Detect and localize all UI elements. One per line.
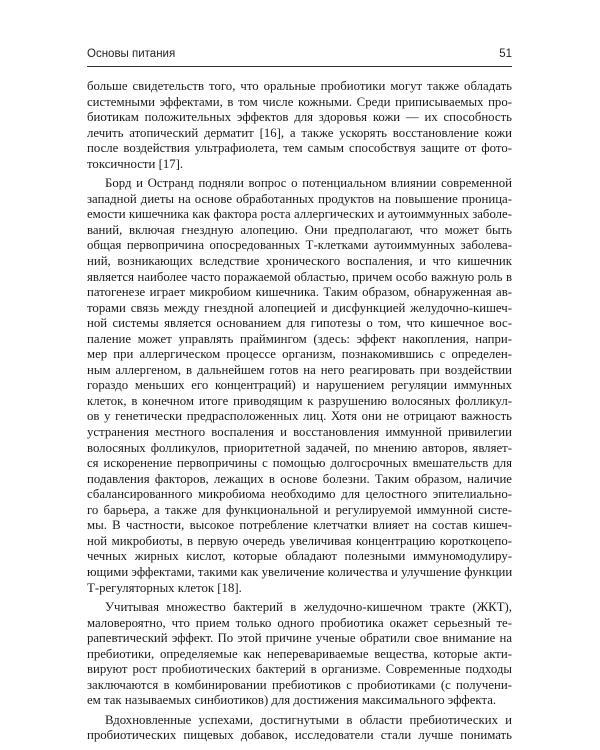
text-line: рапевтический эффект. По этой причине ученые обратили свое внимание на bbox=[87, 631, 512, 646]
text-line: мы. В частности, высокое потребление клетчатки влияет на состав кишеч- bbox=[87, 518, 512, 533]
text-line: подавления факторов, лежащих в основе болезни. Таким образом, наличие bbox=[87, 471, 512, 486]
paragraph bbox=[87, 600, 512, 709]
text-line: ной системы является основанием для гипотезы о том, что кишечное вос- bbox=[87, 316, 512, 331]
text-line: Борд и Остранд подняли вопрос о потенциальном влиянии современной bbox=[105, 176, 512, 191]
text-line: клеток, в конечном итоге приводящим к разрушению волосяных фолликул- bbox=[87, 393, 512, 408]
text-line: Учитывая множество бактерий в желудочно-кишечном тракте (ЖКТ), bbox=[105, 600, 512, 615]
text-line: гораздо меньших его концентраций) и нарушением регуляции иммунных bbox=[87, 378, 512, 393]
text-line: больше свидетельств того, что оральные пробиотики могут также обладать bbox=[87, 79, 512, 93]
text-line: пробиотических пищевых добавок, исследователи стали лучше понимать bbox=[87, 728, 512, 743]
text-line: системными эффектами, в том числе кожными. Среди приписываемых про- bbox=[87, 94, 512, 109]
text-line: ным аллергеном, в дальнейшем готов на него реагировать при воздействии bbox=[87, 362, 512, 377]
text-line: ющими эффектами, такими как увеличение количества и улучшение функции bbox=[87, 564, 512, 579]
text-line: западной диеты на основе обработанных продуктов на повышение проница- bbox=[87, 191, 512, 206]
page-number: 51 bbox=[499, 48, 512, 60]
text-line: биотикам положительных эффектов для здоровья кожи — их способность bbox=[87, 110, 512, 125]
text-line: маловероятно, что прием только одного пробиотика окажет серьезный те- bbox=[87, 615, 512, 630]
text-line: пребиотики, определяемые как неперевариваемые вещества, которые акти- bbox=[87, 646, 512, 661]
text-line: ся искоренение первопричины с помощью долгосрочных вмешательств для bbox=[87, 456, 512, 471]
text-line: заключаются в комбинировании пребиотиков с пробиотиками (с получени- bbox=[87, 677, 512, 692]
text-line: токсичности [17]. bbox=[87, 156, 184, 171]
text-line: ов у генетически предрасположенных лиц. Хотя они не отрицают важность bbox=[87, 409, 512, 424]
text-line: является наиболее часто поражаемой областью, причем особо важную роль в bbox=[87, 269, 512, 284]
text-line: мер при аллергическом процессе организм, познакомившись с определен- bbox=[87, 347, 512, 362]
text-line: сбалансированного микробиома необходимо для целостного эпителиально- bbox=[87, 487, 512, 502]
text-line: ем так называемых синбиотиков) для достижения максимального эффекта. bbox=[87, 693, 497, 708]
header-rule bbox=[87, 66, 512, 67]
text-line: Т-регуляторных клеток [18]. bbox=[87, 580, 242, 595]
text-line: вируют рост пробиотических бактерий в организме. Современные подходы bbox=[87, 662, 512, 677]
text-line: Вдохновленные успехами, достигнутыми в области пребиотических и bbox=[105, 712, 512, 727]
text-line: лечить атопический дерматит [16], а также ускорять восстановление кожи bbox=[87, 125, 512, 140]
body-text bbox=[87, 79, 512, 744]
text-line: устранения местного воспаления и восстановления иммунной привилегии bbox=[87, 425, 512, 440]
running-title: Основы питания bbox=[87, 48, 176, 60]
paragraph bbox=[87, 79, 512, 172]
text-line: общая первопричина опосредованных Т-клетками аутоиммунных заболева- bbox=[87, 238, 512, 253]
text-line: емости кишечника как фактора роста аллергических и аутоиммунных заболе- bbox=[87, 207, 512, 222]
paragraph bbox=[87, 713, 512, 744]
paragraph bbox=[87, 176, 512, 596]
text-line: ваний, включая гнездную алопецию. Они предполагают, что может быть bbox=[87, 222, 512, 237]
text-line: паление может управлять праймингом (здесь: эффект накопления, напри- bbox=[87, 331, 512, 346]
text-line: чечных жирных кислот, которые обладают полезными иммуномодулиру- bbox=[87, 549, 512, 564]
text-line: волосяных фолликулов, приоритетной задачей, по мнению авторов, являет- bbox=[87, 440, 512, 455]
text-line: го барьера, а также для функциональной и регулируемой иммунной систе- bbox=[87, 502, 512, 517]
running-header bbox=[87, 48, 512, 60]
text-line: после воздействия ультрафиолета, тем самым способствуя защите от фото- bbox=[87, 141, 512, 156]
text-line: патогенезе играет микробиом кишечника. Таким образом, обнаруженная ав- bbox=[87, 285, 512, 300]
text-line: ной микробиоты, в первую очередь увеличивая концентрацию короткоцепо- bbox=[87, 533, 512, 548]
text-line: ний, возникающих вследствие хронического воспаления, и что кишечник bbox=[87, 254, 512, 269]
text-line: торами связь между гнездной алопецией и дисфункцией желудочно-кишеч- bbox=[87, 300, 512, 315]
